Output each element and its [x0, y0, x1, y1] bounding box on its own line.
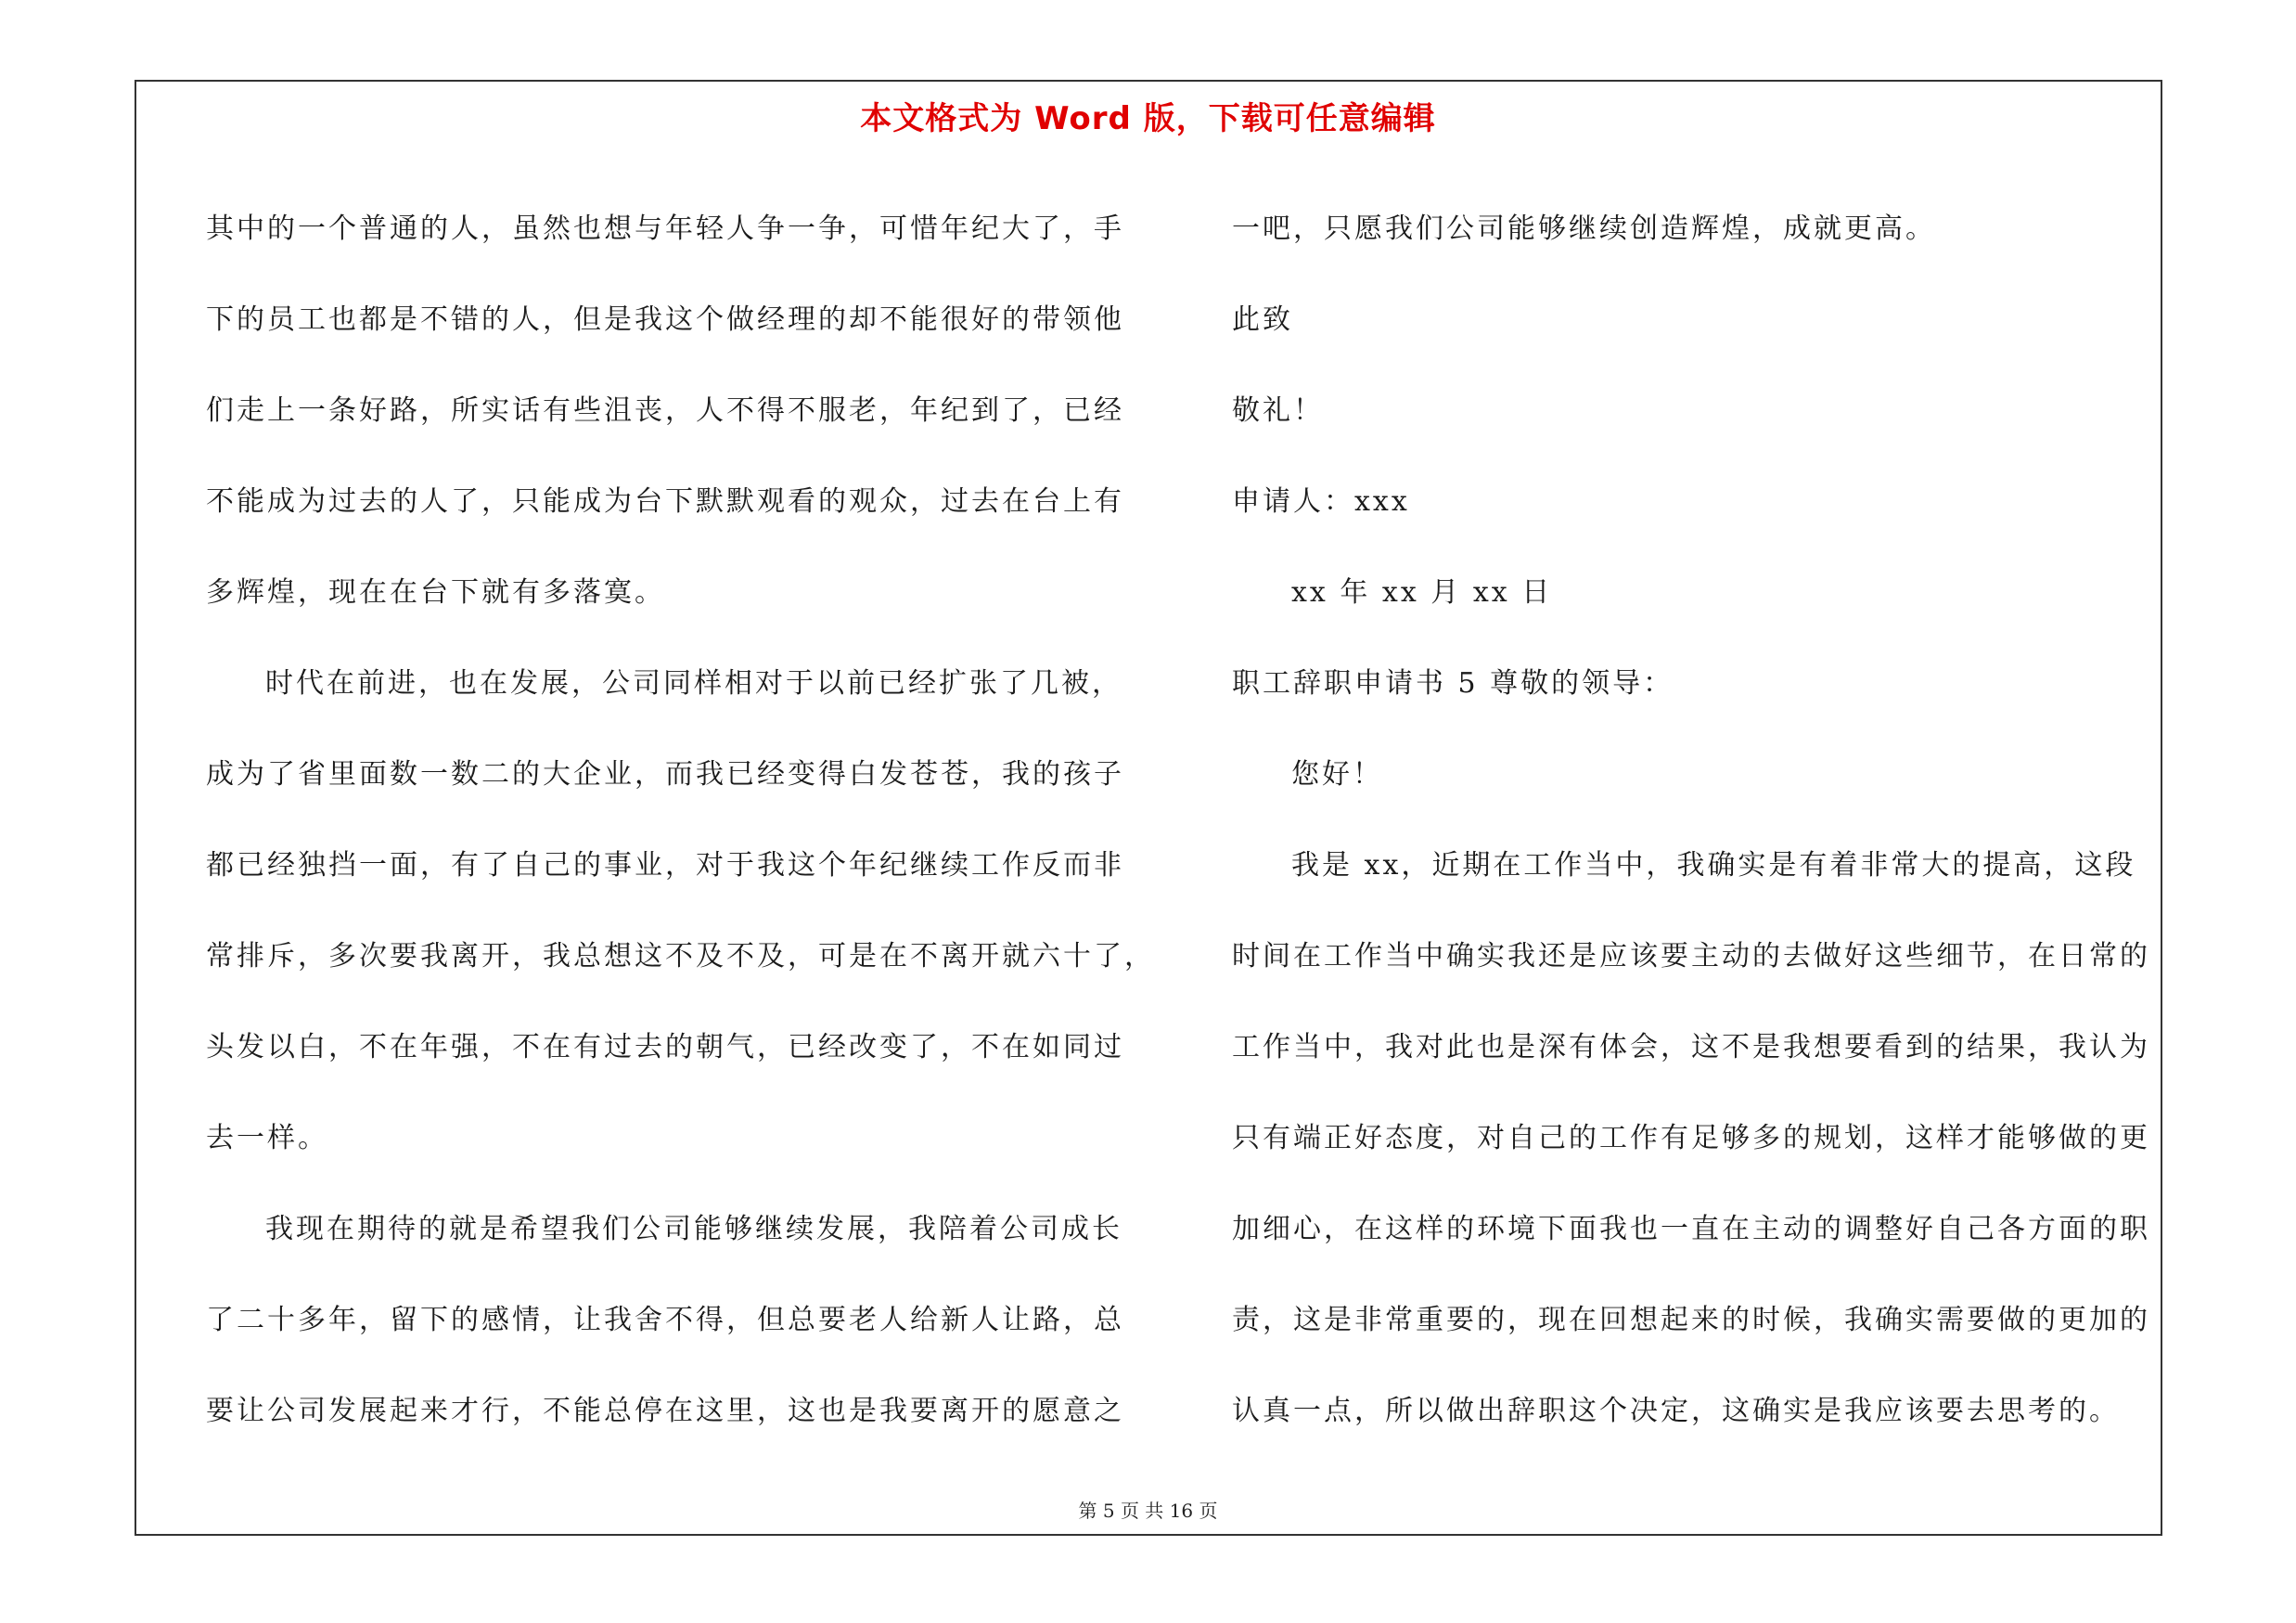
paragraph-start-line: 我现在期待的就是希望我们公司能够继续发展，我陪着公司成长 — [265, 1213, 1122, 1245]
left-column — [206, 184, 1155, 1457]
paragraph-start-line: 时代在前进，也在发展，公司同样相对于以前已经扩张了几被， — [265, 667, 1122, 700]
greeting-line: 您好！ — [1291, 758, 1383, 791]
closing-line: 此致 — [1232, 303, 1293, 336]
body-line: 一吧，只愿我们公司能够继续创造辉煌，成就更高。 — [1232, 213, 1936, 245]
format-banner: 本文格式为 Word 版，下载可任意编辑 — [860, 100, 1436, 137]
salutation-line: 敬礼！ — [1232, 394, 1324, 427]
paragraph-start-line: 我是 xx，近期在工作当中，我确实是有着非常大的提高，这段 — [1291, 849, 2136, 882]
applicant-line: 申请人：xxx — [1232, 485, 1410, 518]
body-line: 时间在工作当中确实我还是应该要主动的去做好这些细节，在日常的 — [1232, 940, 2150, 973]
body-line: 头发以白，不在年强，不在有过去的朝气，已经改变了，不在如同过 — [206, 1031, 1124, 1063]
section-heading: 职工辞职申请书 5 尊敬的领导： — [1232, 667, 1674, 700]
body-line: 不能成为过去的人了，只能成为台下默默观看的观众，过去在台上有 — [206, 485, 1124, 518]
body-line: 下的员工也都是不错的人，但是我这个做经理的却不能很好的带领他 — [206, 303, 1124, 336]
body-line: 们走上一条好路，所实话有些沮丧，人不得不服老，年纪到了，已经 — [206, 394, 1124, 427]
body-line: 都已经独挡一面，有了自己的事业，对于我这个年纪继续工作反而非 — [206, 849, 1124, 882]
body-line: 只有端正好态度，对自己的工作有足够多的规划，这样才能够做的更 — [1232, 1122, 2150, 1154]
right-column — [1232, 184, 2160, 1457]
page-number: 第 5 页 共 16 页 — [1078, 1500, 1218, 1522]
body-line: 多辉煌，现在在台下就有多落寞。 — [206, 576, 665, 609]
body-line: 常排斥，多次要我离开，我总想这不及不及，可是在不离开就六十了， — [206, 940, 1155, 973]
body-line: 责，这是非常重要的，现在回想起来的时候，我确实需要做的更加的 — [1232, 1304, 2150, 1336]
body-line: 了二十多年，留下的感情，让我舍不得，但总要老人给新人让路，总 — [206, 1304, 1124, 1336]
date-line: xx 年 xx 月 xx 日 — [1291, 576, 1553, 609]
body-line: 去一样。 — [206, 1122, 328, 1154]
body-line: 成为了省里面数一数二的大企业，而我已经变得白发苍苍，我的孩子 — [206, 758, 1124, 791]
body-line: 认真一点，所以做出辞职这个决定，这确实是我应该要去思考的。 — [1232, 1395, 2120, 1427]
body-line: 要让公司发展起来才行，不能总停在这里，这也是我要离开的愿意之 — [206, 1395, 1124, 1427]
body-line: 加细心，在这样的环境下面我也一直在主动的调整好自己各方面的职 — [1232, 1213, 2150, 1245]
body-line: 工作当中，我对此也是深有体会，这不是我想要看到的结果，我认为 — [1232, 1031, 2150, 1063]
body-line: 其中的一个普通的人，虽然也想与年轻人争一争，可惜年纪大了，手 — [206, 213, 1124, 245]
